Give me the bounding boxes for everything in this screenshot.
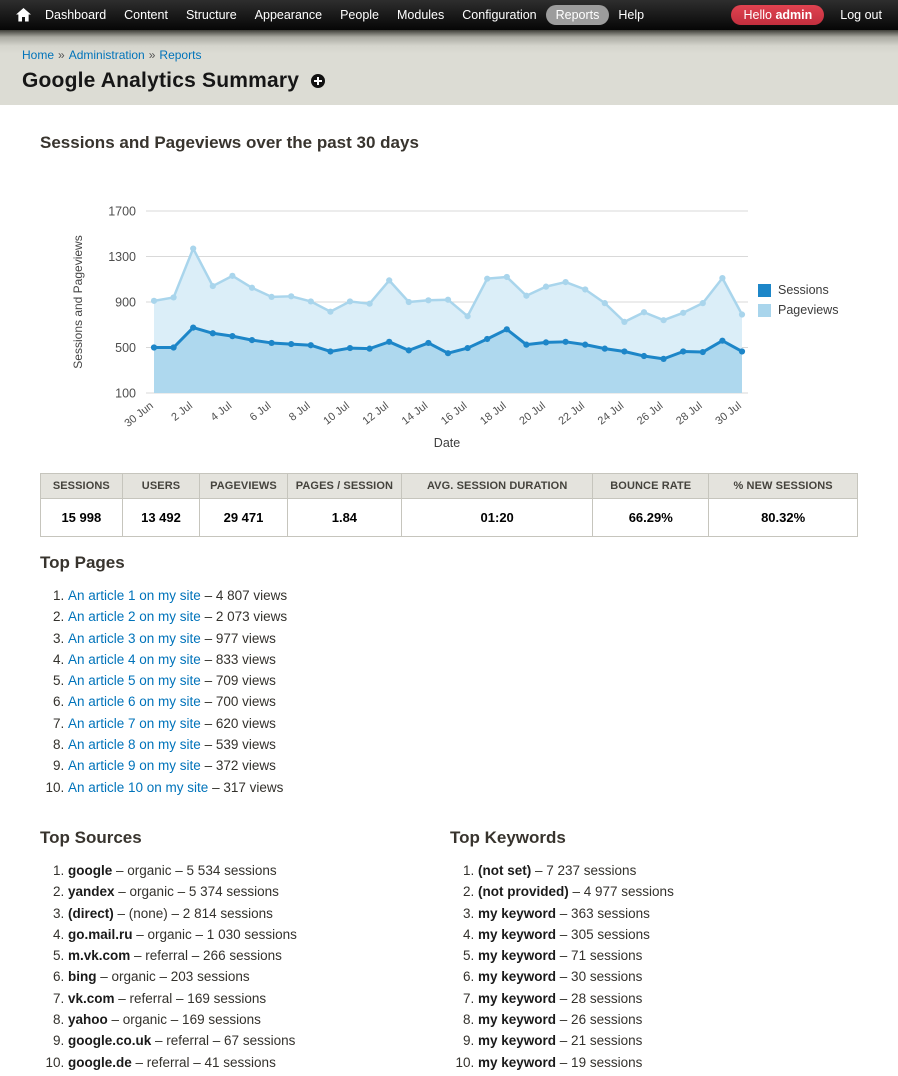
top-pages-list: [40, 585, 858, 798]
list-item: [68, 691, 858, 712]
svg-text:1300: 1300: [108, 250, 136, 264]
summary-value: 80.32%: [709, 499, 858, 537]
x-axis-label: Date: [433, 436, 461, 450]
top-sources-list: [40, 860, 450, 1073]
toolbar-item-dashboard[interactable]: Dashboard: [45, 8, 107, 22]
chart-title: Sessions and Pageviews over the past 30 days: [40, 133, 419, 152]
legend-swatch: [758, 284, 771, 297]
greeting-text: Hello: [743, 8, 772, 22]
summary-col-header: BOUNCE RATE: [593, 474, 709, 499]
toolbar-item-structure[interactable]: Structure: [185, 8, 237, 22]
list-item: [68, 1009, 450, 1030]
summary-value: 13 492: [122, 499, 200, 537]
list-item: [478, 924, 858, 945]
item-name: my keyword: [478, 1033, 557, 1049]
legend-label: Pageviews: [778, 303, 839, 317]
top-keywords-section: [450, 812, 858, 1073]
item-name: yahoo: [68, 1012, 108, 1028]
page-title: Google Analytics Summary: [22, 69, 300, 92]
item-detail: – 71 sessions: [556, 948, 643, 964]
item-name: (not provided): [478, 884, 569, 900]
top-keywords-list: [450, 860, 858, 1073]
list-item: [68, 713, 858, 734]
item-detail: – 977 views: [200, 630, 276, 646]
page-link[interactable]: An article 4 on my site: [68, 651, 201, 667]
item-name: bing: [68, 969, 97, 985]
list-item: [68, 1052, 450, 1073]
legend-label: Sessions: [778, 283, 829, 297]
list-item: [478, 1009, 858, 1030]
svg-text:10 Jul: 10 Jul: [321, 399, 352, 428]
item-detail: – 30 sessions: [556, 969, 643, 985]
breadcrumb-separator: »: [148, 48, 156, 62]
legend-entry-sessions: [758, 283, 838, 297]
item-name: google: [68, 862, 113, 878]
item-detail: – organic – 1 030 sessions: [132, 926, 297, 942]
item-detail: – organic – 169 sessions: [107, 1012, 261, 1028]
summary-value: 66.29%: [593, 499, 709, 537]
list-item: [478, 966, 858, 987]
svg-text:900: 900: [115, 295, 136, 310]
sessions-pageviews-chart: [60, 195, 858, 463]
list-item: [68, 755, 858, 776]
top-pages-heading: Top Pages: [40, 553, 125, 572]
item-detail: – 539 views: [200, 737, 276, 753]
page-link[interactable]: An article 10 on my site: [68, 779, 209, 795]
page-header: [0, 30, 898, 105]
item-name: my keyword: [478, 969, 557, 985]
item-detail: – 709 views: [200, 673, 276, 689]
item-name: my keyword: [478, 948, 557, 964]
home-icon[interactable]: [10, 8, 36, 22]
item-detail: – 4 807 views: [200, 588, 288, 603]
chart-legend: [758, 283, 838, 323]
svg-text:100: 100: [115, 386, 136, 401]
svg-text:18 Jul: 18 Jul: [478, 399, 509, 428]
svg-text:30 Jun: 30 Jun: [122, 399, 156, 430]
item-detail: – 4 977 sessions: [568, 884, 674, 900]
admin-toolbar: [0, 0, 898, 30]
svg-text:26 Jul: 26 Jul: [634, 399, 666, 428]
page-link[interactable]: An article 2 on my site: [68, 609, 201, 625]
svg-text:20 Jul: 20 Jul: [517, 399, 548, 428]
top-sources-section: [40, 812, 450, 1073]
svg-text:30 Jul: 30 Jul: [713, 399, 744, 428]
svg-text:1700: 1700: [108, 204, 136, 219]
item-detail: – 620 views: [200, 715, 276, 731]
svg-text:4 Jul: 4 Jul: [208, 399, 235, 424]
list-item: [478, 988, 858, 1009]
item-detail: – 363 sessions: [556, 905, 650, 921]
item-detail: – organic – 5 374 sessions: [114, 884, 279, 900]
item-name: (not set): [478, 862, 532, 878]
item-detail: – 305 sessions: [556, 926, 650, 942]
item-name: vk.com: [68, 990, 115, 1006]
legend-swatch: [758, 304, 771, 317]
summary-col-header: USERS: [122, 474, 200, 499]
item-detail: – 28 sessions: [556, 990, 643, 1006]
page-link[interactable]: An article 6 on my site: [68, 694, 201, 710]
item-detail: – 317 views: [208, 779, 284, 795]
list-item: [68, 670, 858, 691]
analytics-summary-table: [40, 473, 858, 537]
top-keywords-heading: Top Keywords: [450, 827, 566, 847]
item-name: (direct): [68, 905, 114, 921]
item-detail: – 26 sessions: [556, 1012, 643, 1028]
item-detail: – 2 073 views: [200, 609, 288, 625]
list-item: [478, 1030, 858, 1051]
svg-text:500: 500: [115, 341, 136, 355]
list-item: [68, 606, 858, 627]
summary-col-header: AVG. SESSION DURATION: [402, 474, 593, 499]
summary-value: 29 471: [200, 499, 287, 537]
breadcrumb: [22, 48, 898, 62]
list-item: [68, 585, 858, 606]
svg-text:24 Jul: 24 Jul: [595, 399, 627, 428]
summary-value: 15 998: [41, 499, 123, 537]
list-item: [478, 860, 858, 881]
summary-col-header: PAGES / SESSION: [287, 474, 401, 499]
item-name: google.de: [68, 1054, 132, 1070]
breadcrumb-link-reports[interactable]: Reports: [159, 48, 202, 62]
item-detail: – organic – 5 534 sessions: [112, 862, 277, 878]
list-item: [68, 777, 858, 798]
toolbar-item-content[interactable]: Content: [124, 8, 168, 22]
svg-text:2 Jul: 2 Jul: [169, 399, 196, 424]
toolbar-menu: [36, 4, 653, 26]
list-item: [68, 628, 858, 649]
list-item: [68, 924, 450, 945]
user-account-button[interactable]: [731, 5, 824, 25]
item-detail: – 21 sessions: [556, 1033, 643, 1049]
item-detail: – organic – 203 sessions: [96, 969, 250, 985]
main-content: [0, 133, 898, 1073]
item-name: go.mail.ru: [68, 926, 133, 942]
breadcrumb-separator: »: [58, 48, 65, 62]
summary-value: 1.84: [287, 499, 401, 537]
breadcrumb-link-home[interactable]: Home: [22, 48, 55, 62]
list-item: [68, 945, 450, 966]
item-detail: – 19 sessions: [556, 1054, 643, 1070]
list-item: [478, 945, 858, 966]
add-to-shortcuts-icon[interactable]: [311, 74, 325, 88]
summary-col-header: PAGEVIEWS: [200, 474, 287, 499]
list-item: [68, 1030, 450, 1051]
summary-value: 01:20: [402, 499, 593, 537]
toolbar-item-appearance[interactable]: Appearance: [254, 8, 323, 22]
item-name: my keyword: [478, 926, 557, 942]
item-name: m.vk.com: [68, 948, 131, 964]
item-name: yandex: [68, 884, 115, 900]
list-item: [478, 881, 858, 902]
y-axis-label: Sessions and Pageviews: [71, 235, 85, 369]
toolbar-item-configuration[interactable]: Configuration: [462, 8, 537, 22]
item-name: my keyword: [478, 1054, 557, 1070]
page-link[interactable]: An article 7 on my site: [68, 715, 201, 731]
item-detail: – referral – 266 sessions: [130, 948, 282, 964]
summary-value-row: [41, 499, 858, 537]
toolbar-item-modules[interactable]: Modules: [397, 8, 445, 22]
list-item: [478, 903, 858, 924]
item-name: my keyword: [478, 905, 557, 921]
list-item: [68, 966, 450, 987]
list-item: [478, 1052, 858, 1073]
page-link[interactable]: An article 3 on my site: [68, 630, 201, 646]
item-detail: – 372 views: [200, 758, 276, 774]
summary-header-row: [41, 474, 858, 499]
svg-text:12 Jul: 12 Jul: [360, 399, 392, 428]
svg-text:8 Jul: 8 Jul: [286, 399, 313, 424]
toolbar-item-people[interactable]: People: [340, 8, 380, 22]
page-link[interactable]: An article 9 on my site: [68, 758, 201, 774]
item-name: my keyword: [478, 990, 557, 1006]
item-detail: – 833 views: [200, 651, 276, 667]
page-link[interactable]: An article 8 on my site: [68, 737, 201, 753]
svg-text:6 Jul: 6 Jul: [247, 399, 274, 424]
svg-text:16 Jul: 16 Jul: [438, 399, 470, 428]
svg-text:28 Jul: 28 Jul: [674, 399, 705, 428]
item-detail: – referral – 41 sessions: [131, 1054, 276, 1070]
list-item: [68, 881, 450, 902]
summary-col-header: % NEW SESSIONS: [709, 474, 858, 499]
toolbar-item-reports[interactable]: Reports: [546, 5, 610, 25]
item-name: google.co.uk: [68, 1033, 152, 1049]
svg-text:14 Jul: 14 Jul: [399, 399, 431, 428]
item-detail: – 700 views: [200, 694, 276, 710]
legend-entry-pageviews: [758, 303, 838, 317]
svg-text:22 Jul: 22 Jul: [556, 399, 588, 428]
logout-link[interactable]: Log out: [840, 8, 882, 22]
item-detail: – referral – 169 sessions: [114, 990, 267, 1006]
summary-col-header: SESSIONS: [41, 474, 123, 499]
item-detail: – 7 237 sessions: [531, 862, 637, 878]
toolbar-item-help[interactable]: Help: [618, 8, 645, 22]
item-detail: – (none) – 2 814 sessions: [113, 905, 273, 921]
item-name: my keyword: [478, 1012, 557, 1028]
breadcrumb-link-administration[interactable]: Administration: [68, 48, 145, 62]
username: admin: [775, 8, 813, 22]
page-link[interactable]: An article 5 on my site: [68, 673, 201, 689]
list-item: [68, 988, 450, 1009]
list-item: [68, 860, 450, 881]
list-item: [68, 649, 858, 670]
list-item: [68, 734, 858, 755]
top-sources-heading: Top Sources: [40, 827, 142, 847]
page-link[interactable]: An article 1 on my site: [68, 588, 201, 603]
list-item: [68, 903, 450, 924]
chart-canvas: [60, 195, 760, 457]
item-detail: – referral – 67 sessions: [151, 1033, 296, 1049]
